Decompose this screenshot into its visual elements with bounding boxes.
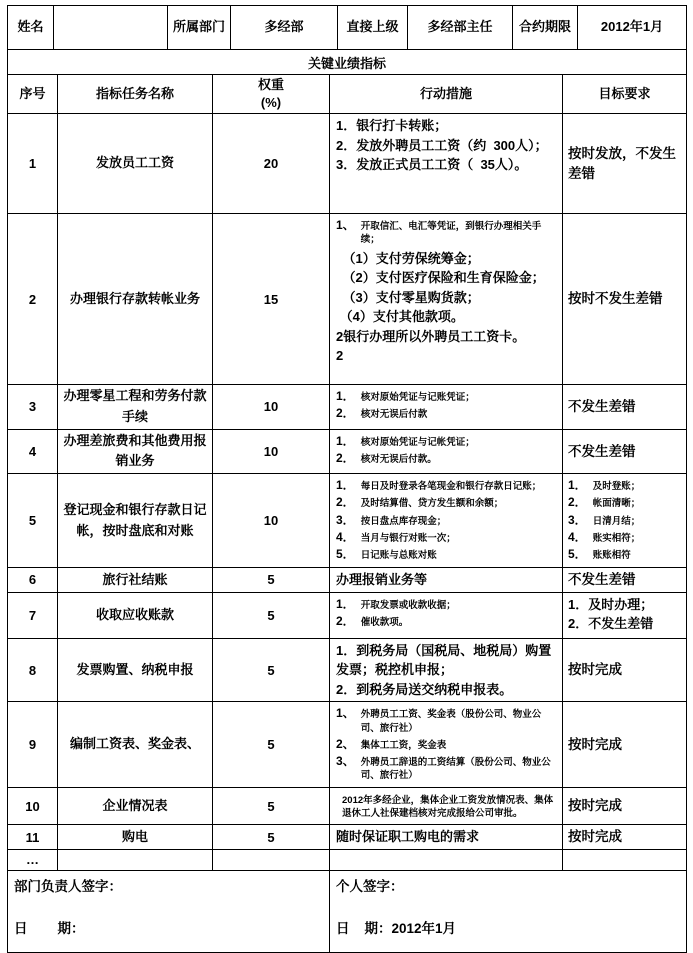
kpi-row [8, 825, 687, 850]
supervisor-value: 多经部主任 [408, 6, 513, 50]
action-line: 随时保证职工购电的需求 [336, 829, 480, 845]
action-line: 1．银行打卡转账； [336, 118, 448, 133]
action-line [336, 754, 556, 783]
action-line: 1．及时办理； [568, 596, 654, 612]
action-line [568, 530, 681, 545]
line-text: 2012年多经企业，集体企业工资发放情况表、集体退休工人社保建档核对完成报给公司审批。 [342, 794, 554, 820]
task-name-cell: 办理差旅费和其他费用报销业务 [58, 429, 213, 474]
line-text: 核对无误后付款。 [360, 453, 437, 465]
identity-header-table [7, 5, 687, 50]
weight-cell: 15 [213, 214, 330, 385]
action-line [336, 434, 556, 449]
row-number-cell: 10 [8, 787, 58, 825]
row-number-cell: 8 [8, 638, 58, 702]
action-line: 3．发放正式员工工资（ 35人）。 [336, 157, 528, 172]
task-name-cell: 发票购置、纳税申报 [58, 638, 213, 702]
kpi-row [8, 638, 687, 702]
target-cell: 不发生差错 [563, 568, 687, 593]
target-cell: 按时完成 [563, 702, 687, 787]
line-text: 及时结算借、贷方发生额和余额； [360, 498, 504, 510]
line-number: 2、 [336, 736, 355, 751]
action-line [336, 478, 556, 493]
action-line: （1）支付劳保统筹金； [336, 250, 480, 266]
action-line [336, 614, 556, 629]
line-number: 2． [336, 450, 355, 465]
target-cell [563, 474, 687, 568]
line-text: 帐面清晰； [592, 498, 641, 510]
line-text: 日清月结； [592, 515, 641, 527]
row-number-cell: 7 [8, 592, 58, 638]
line-number: 1． [336, 596, 355, 611]
line-text: 开取信汇、电汇等凭证，到银行办理相关手续； [360, 221, 542, 246]
row-number-cell: 3 [8, 385, 58, 430]
weight-cell: 10 [213, 429, 330, 474]
department-value: 多经部 [231, 6, 338, 50]
actions-cell [330, 787, 563, 825]
actions-cell [330, 849, 563, 870]
personal-signature-cell [330, 870, 687, 952]
line-text: 外聘员工工资、奖金表（股份公司、物业公司、旅行社） [360, 709, 542, 734]
kpi-row [8, 787, 687, 825]
col-header-target: 目标要求 [563, 75, 687, 114]
action-line [336, 406, 556, 421]
row-number-cell: 1 [8, 114, 58, 214]
action-line: 2银行办理所以外聘员工工资卡。 [336, 328, 526, 344]
task-name-cell: 编制工资表、奖金表、 [58, 702, 213, 787]
action-line [336, 513, 556, 528]
weight-cell: 20 [213, 114, 330, 214]
action-line: （4）支付其他款项。 [336, 309, 464, 325]
contract-label: 合约期限 [513, 6, 578, 50]
action-line [336, 547, 556, 562]
task-name-cell: 企业情况表 [58, 787, 213, 825]
col-header-no: 序号 [8, 75, 58, 114]
line-text: 核对无误后付款 [360, 409, 428, 421]
action-line: （2）支付医疗保险和生育保险金； [336, 270, 545, 286]
target-cell: 不发生差错 [563, 429, 687, 474]
kpi-row [8, 474, 687, 568]
kpi-row [8, 592, 687, 638]
kpi-row [8, 385, 687, 430]
line-number: 4． [568, 530, 587, 545]
line-text: 及时登账； [592, 481, 641, 493]
target-cell: 不发生差错 [563, 385, 687, 430]
kpi-row [8, 568, 687, 593]
name-label: 姓名 [8, 6, 54, 50]
signature-row [8, 870, 687, 952]
weight-cell: 10 [213, 385, 330, 430]
task-name-cell: 发放员工工资 [58, 114, 213, 214]
row-number-cell: 4 [8, 429, 58, 474]
personal-signature-label: 个人签字： [336, 878, 404, 894]
action-line: 2．不发生差错 [568, 616, 654, 632]
col-header-weight-unit: (%) [260, 95, 282, 110]
actions-cell [330, 214, 563, 385]
action-line: 2 [336, 348, 344, 364]
line-text: 账实相符； [592, 533, 641, 545]
action-line: 办理报销业务等 [336, 572, 428, 588]
weight-cell [213, 849, 330, 870]
department-date-label: 日 期： [14, 920, 85, 936]
col-header-actions: 行动措施 [330, 75, 563, 114]
kpi-row [8, 429, 687, 474]
line-number: 3、 [336, 754, 355, 769]
line-number: 5． [568, 547, 587, 562]
action-line: 2．发放外聘员工工资（约 300人）； [336, 137, 548, 153]
kpi-row [8, 214, 687, 385]
line-text: 每日及时登录各笔现金和银行存款日记账； [360, 481, 542, 493]
target-cell [563, 592, 687, 638]
line-number: 3． [568, 512, 587, 527]
weight-cell: 5 [213, 568, 330, 593]
action-line [336, 706, 556, 735]
line-text: 催收款项。 [360, 617, 409, 629]
row-number-cell: 9 [8, 702, 58, 787]
target-cell: 按时不发生差错 [563, 214, 687, 385]
actions-cell [330, 638, 563, 702]
actions-cell [330, 702, 563, 787]
weight-cell: 10 [213, 474, 330, 568]
weight-cell: 5 [213, 825, 330, 850]
task-name-cell: 购电 [58, 825, 213, 850]
line-text: 账账相符 [592, 550, 631, 562]
target-cell: 按时完成 [563, 825, 687, 850]
row-number-cell: 2 [8, 214, 58, 385]
line-number: 4． [336, 530, 355, 545]
line-number: 3． [336, 512, 355, 527]
line-number: 2． [336, 495, 355, 510]
supervisor-label: 直接上级 [338, 6, 408, 50]
actions-cell [330, 429, 563, 474]
task-name-cell [58, 849, 213, 870]
department-signature-label: 部门负责人签字： [14, 878, 122, 894]
action-line [336, 218, 556, 247]
line-number: 1． [336, 433, 355, 448]
action-line [568, 478, 681, 493]
task-name-cell: 收取应收账款 [58, 592, 213, 638]
target-cell: 按时发放，不发生差错 [563, 114, 687, 214]
actions-cell [330, 114, 563, 214]
contract-value: 2012年1月 [578, 6, 687, 50]
line-text: 开取发票或收款收据； [360, 599, 456, 611]
col-header-weight-label: 权重 [257, 77, 284, 93]
line-text: 核对原始凭证与记帐凭证； [360, 436, 475, 448]
actions-cell [330, 825, 563, 850]
line-text: 当月与银行对账一次； [360, 533, 456, 545]
col-header-weight [213, 75, 330, 114]
action-line [336, 792, 556, 821]
actions-cell [330, 474, 563, 568]
action-line [336, 597, 556, 612]
line-number: 1． [336, 389, 355, 403]
kpi-sheet [7, 5, 686, 953]
department-label: 所属部门 [168, 6, 231, 50]
line-number: 2． [568, 495, 587, 510]
identity-row [8, 6, 687, 50]
task-name-cell: 旅行社结账 [58, 568, 213, 593]
line-text: 集体工工资，奖金表 [360, 739, 447, 751]
row-number-cell: 11 [8, 825, 58, 850]
kpi-row [8, 114, 687, 214]
actions-cell [330, 385, 563, 430]
actions-cell [330, 592, 563, 638]
kpi-rows [8, 114, 687, 871]
line-text: 按日盘点库存现金； [360, 515, 447, 527]
line-number: 1、 [336, 706, 355, 721]
weight-cell: 5 [213, 592, 330, 638]
action-line [568, 513, 681, 528]
action-line: 2．到税务局送交纳税申报表。 [336, 681, 513, 697]
section-title: 关键业绩指标 [8, 50, 687, 75]
action-line [568, 495, 681, 510]
kpi-row [8, 849, 687, 870]
line-number: 2． [336, 614, 355, 629]
line-number: 1． [568, 478, 587, 493]
personal-date-label: 日 期：2012年1月 [336, 920, 457, 936]
col-header-task: 指标任务名称 [58, 75, 213, 114]
task-name-cell: 登记现金和银行存款日记帐，按时盘底和对账 [58, 474, 213, 568]
actions-cell [330, 568, 563, 593]
action-line [336, 495, 556, 510]
weight-cell: 5 [213, 702, 330, 787]
kpi-table [7, 49, 687, 953]
line-number: 1、 [336, 218, 355, 232]
target-cell: 按时完成 [563, 787, 687, 825]
line-text: 核对原始凭证与记账凭证； [360, 392, 475, 403]
kpi-row [8, 702, 687, 787]
action-line: （3）支付零星购货款； [336, 289, 480, 305]
action-line [568, 547, 681, 562]
row-number-cell: … [8, 849, 58, 870]
line-number: 5． [336, 547, 355, 562]
action-line [336, 451, 556, 466]
target-cell: 按时完成 [563, 638, 687, 702]
line-number: 1． [336, 478, 355, 493]
action-line [336, 530, 556, 545]
action-line [336, 389, 556, 404]
task-name-cell: 办理零星工程和劳务付款手续 [58, 385, 213, 430]
row-number-cell: 5 [8, 474, 58, 568]
section-title-row [8, 50, 687, 75]
action-line: 1．到税务局（国税局、地税局）购置发票；税控机申报； [336, 642, 552, 678]
weight-cell: 5 [213, 787, 330, 825]
target-cell [563, 849, 687, 870]
task-name-cell: 办理银行存款转帐业务 [58, 214, 213, 385]
line-text: 外聘员工辞退的工资结算（股份公司、物业公司、旅行社） [360, 757, 551, 782]
department-signature-cell [8, 870, 330, 952]
weight-cell: 5 [213, 638, 330, 702]
name-value [54, 6, 168, 50]
action-line [336, 737, 556, 752]
line-number: 2． [336, 406, 355, 421]
line-text: 日记账与总账对账 [360, 550, 437, 562]
column-header-row [8, 75, 687, 114]
row-number-cell: 6 [8, 568, 58, 593]
